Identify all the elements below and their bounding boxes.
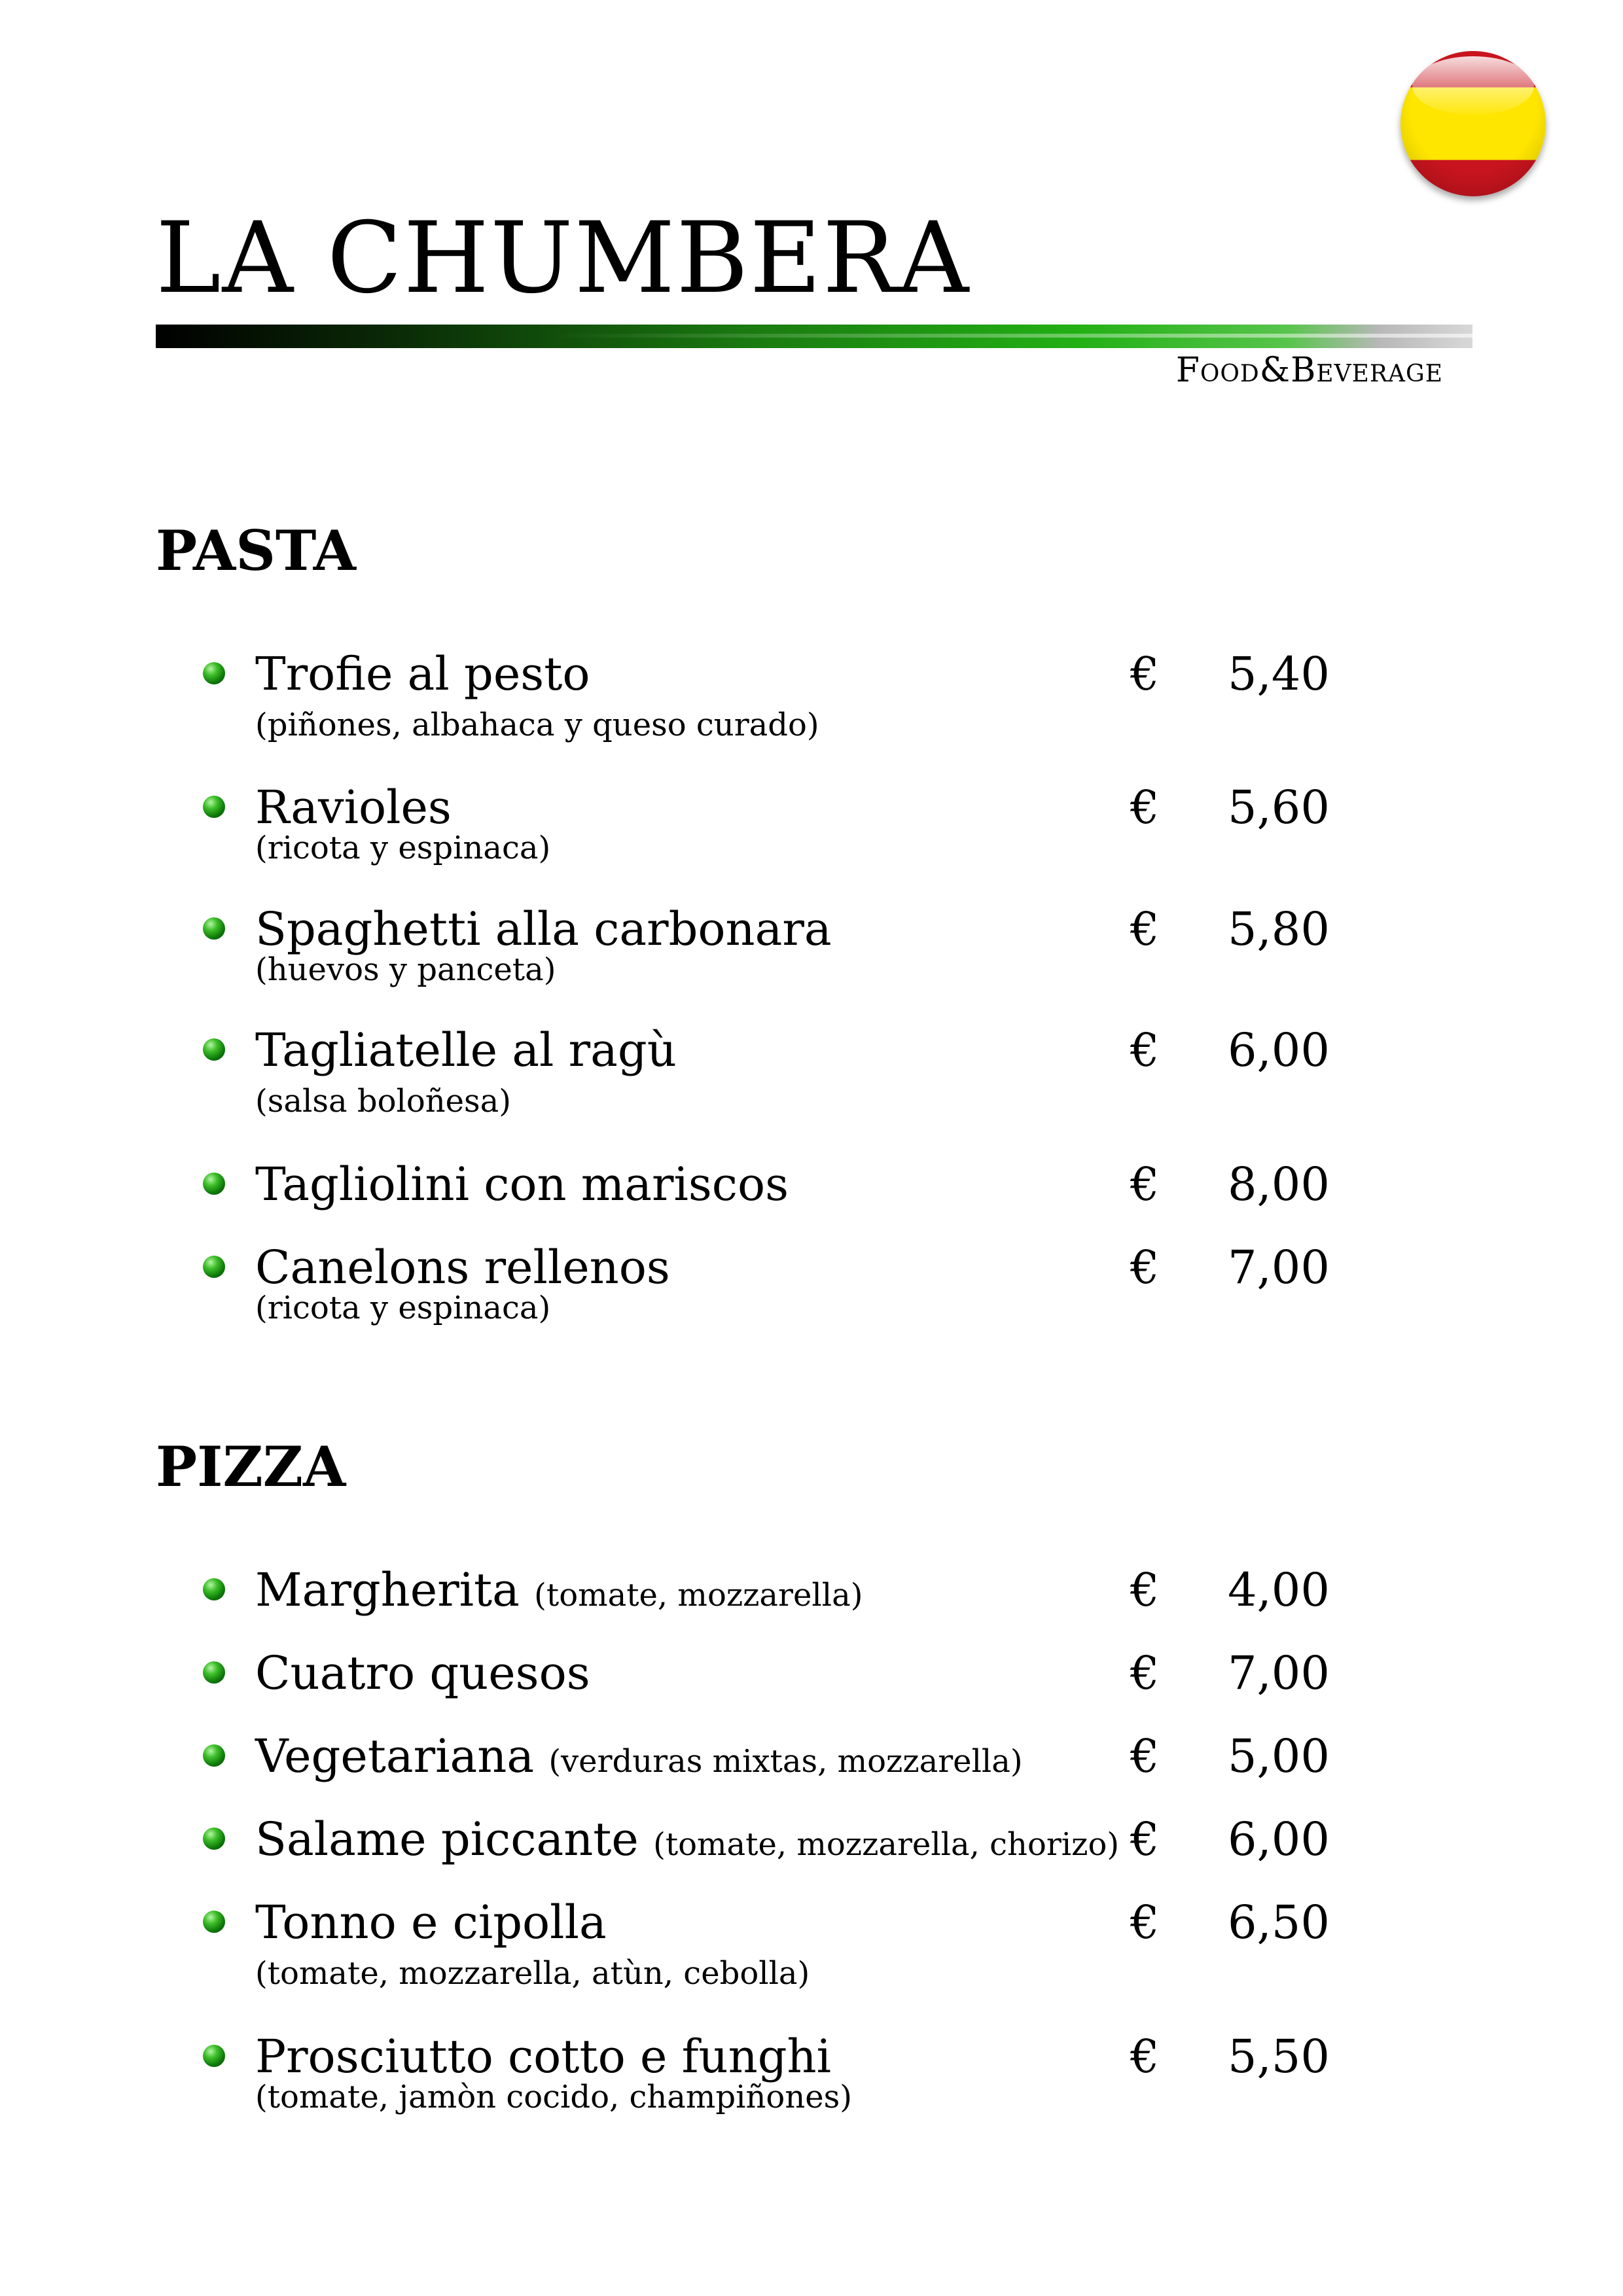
item-name: Canelons rellenos xyxy=(255,1241,670,1294)
item-price: 5,60 xyxy=(1228,781,1330,834)
item-price: 7,00 xyxy=(1228,1646,1330,1700)
item-price: 7,00 xyxy=(1228,1241,1330,1294)
menu-item xyxy=(203,902,1414,988)
spain-flag-icon xyxy=(1400,51,1546,196)
item-price: 4,00 xyxy=(1228,1563,1330,1617)
item-description: (ricota y espinaca) xyxy=(255,1290,551,1326)
menu-item xyxy=(203,1647,1414,1699)
bullet-icon xyxy=(203,662,225,684)
item-name xyxy=(255,1813,1119,1871)
item-description: (verduras mixtas, mozzarella) xyxy=(548,1743,1023,1780)
bullet-icon xyxy=(203,1744,225,1767)
item-price: 5,40 xyxy=(1228,647,1330,701)
currency-symbol: € xyxy=(1130,781,1160,834)
item-price: 6,00 xyxy=(1228,1812,1330,1866)
item-name xyxy=(255,1564,863,1621)
menu-item xyxy=(203,781,1414,866)
item-name: Tagliatelle al ragù xyxy=(255,1023,677,1077)
item-description: (tomate, jamòn cocido, champiñones) xyxy=(255,2079,852,2115)
bullet-icon xyxy=(203,2045,225,2067)
item-name: Spaghetti alla carbonara xyxy=(255,902,832,956)
item-description: (ricota y espinaca) xyxy=(255,830,551,866)
currency-symbol: € xyxy=(1130,1812,1160,1866)
bullet-icon xyxy=(203,1661,225,1684)
bullet-icon xyxy=(203,1256,225,1278)
item-name: Tonno e cipolla xyxy=(255,1896,607,1949)
currency-symbol: € xyxy=(1130,647,1160,701)
currency-symbol: € xyxy=(1130,1646,1160,1700)
menu-item xyxy=(203,1241,1414,1326)
item-description: (tomate, mozzarella, atùn, cebolla) xyxy=(255,1955,810,1992)
menu-item xyxy=(203,1023,1414,1120)
bullet-icon xyxy=(203,917,225,940)
currency-symbol: € xyxy=(1130,1157,1160,1211)
bullet-icon xyxy=(203,1173,225,1195)
item-price: 5,50 xyxy=(1228,2030,1330,2083)
item-description: (salsa boloñesa) xyxy=(255,1083,512,1120)
item-price: 5,80 xyxy=(1228,902,1330,956)
item-name-text: Margherita xyxy=(255,1563,520,1617)
bullet-icon xyxy=(203,1578,225,1600)
currency-symbol: € xyxy=(1130,1241,1160,1294)
menu-item xyxy=(203,1564,1414,1616)
item-price: 5,00 xyxy=(1228,1729,1330,1783)
currency-symbol: € xyxy=(1130,1729,1160,1783)
item-description: (tomate, mozzarella, chorizo) xyxy=(653,1826,1120,1863)
currency-symbol: € xyxy=(1130,1896,1160,1949)
item-name: Cuatro quesos xyxy=(255,1646,590,1700)
bullet-icon xyxy=(203,1038,225,1061)
item-name: Ravioles xyxy=(255,781,452,834)
section-title-pizza: PIZZA xyxy=(156,1434,346,1499)
item-price: 6,00 xyxy=(1228,1023,1330,1077)
item-name: Prosciutto cotto e funghi xyxy=(255,2030,831,2083)
item-description: (huevos y panceta) xyxy=(255,951,556,988)
menu-item xyxy=(203,647,1414,743)
item-name xyxy=(255,1730,1023,1788)
currency-symbol: € xyxy=(1130,902,1160,956)
currency-symbol: € xyxy=(1130,1023,1160,1077)
menu-item xyxy=(203,1158,1414,1210)
bullet-icon xyxy=(203,796,225,818)
item-name-text: Salame piccante xyxy=(255,1812,639,1866)
bullet-icon xyxy=(203,1828,225,1850)
section-title-pasta: PASTA xyxy=(156,518,356,583)
item-price: 8,00 xyxy=(1228,1157,1330,1211)
restaurant-title: LA CHUMBERA xyxy=(156,202,971,315)
item-description: (tomate, mozzarella) xyxy=(534,1577,863,1614)
header-divider xyxy=(156,325,1472,348)
menu-item xyxy=(203,2030,1414,2115)
item-description: (piñones, albahaca y queso curado) xyxy=(255,707,819,743)
currency-symbol: € xyxy=(1130,1563,1160,1617)
subtitle: Food&Beverage xyxy=(1175,351,1443,390)
item-name-text: Vegetariana xyxy=(255,1729,535,1783)
bullet-icon xyxy=(203,1911,225,1933)
menu-item xyxy=(203,1813,1414,1865)
currency-symbol: € xyxy=(1130,2030,1160,2083)
menu-item xyxy=(203,1896,1414,1992)
menu-item xyxy=(203,1730,1414,1782)
item-name: Trofie al pesto xyxy=(255,647,590,701)
item-name: Tagliolini con mariscos xyxy=(255,1157,789,1211)
item-price: 6,50 xyxy=(1228,1896,1330,1949)
